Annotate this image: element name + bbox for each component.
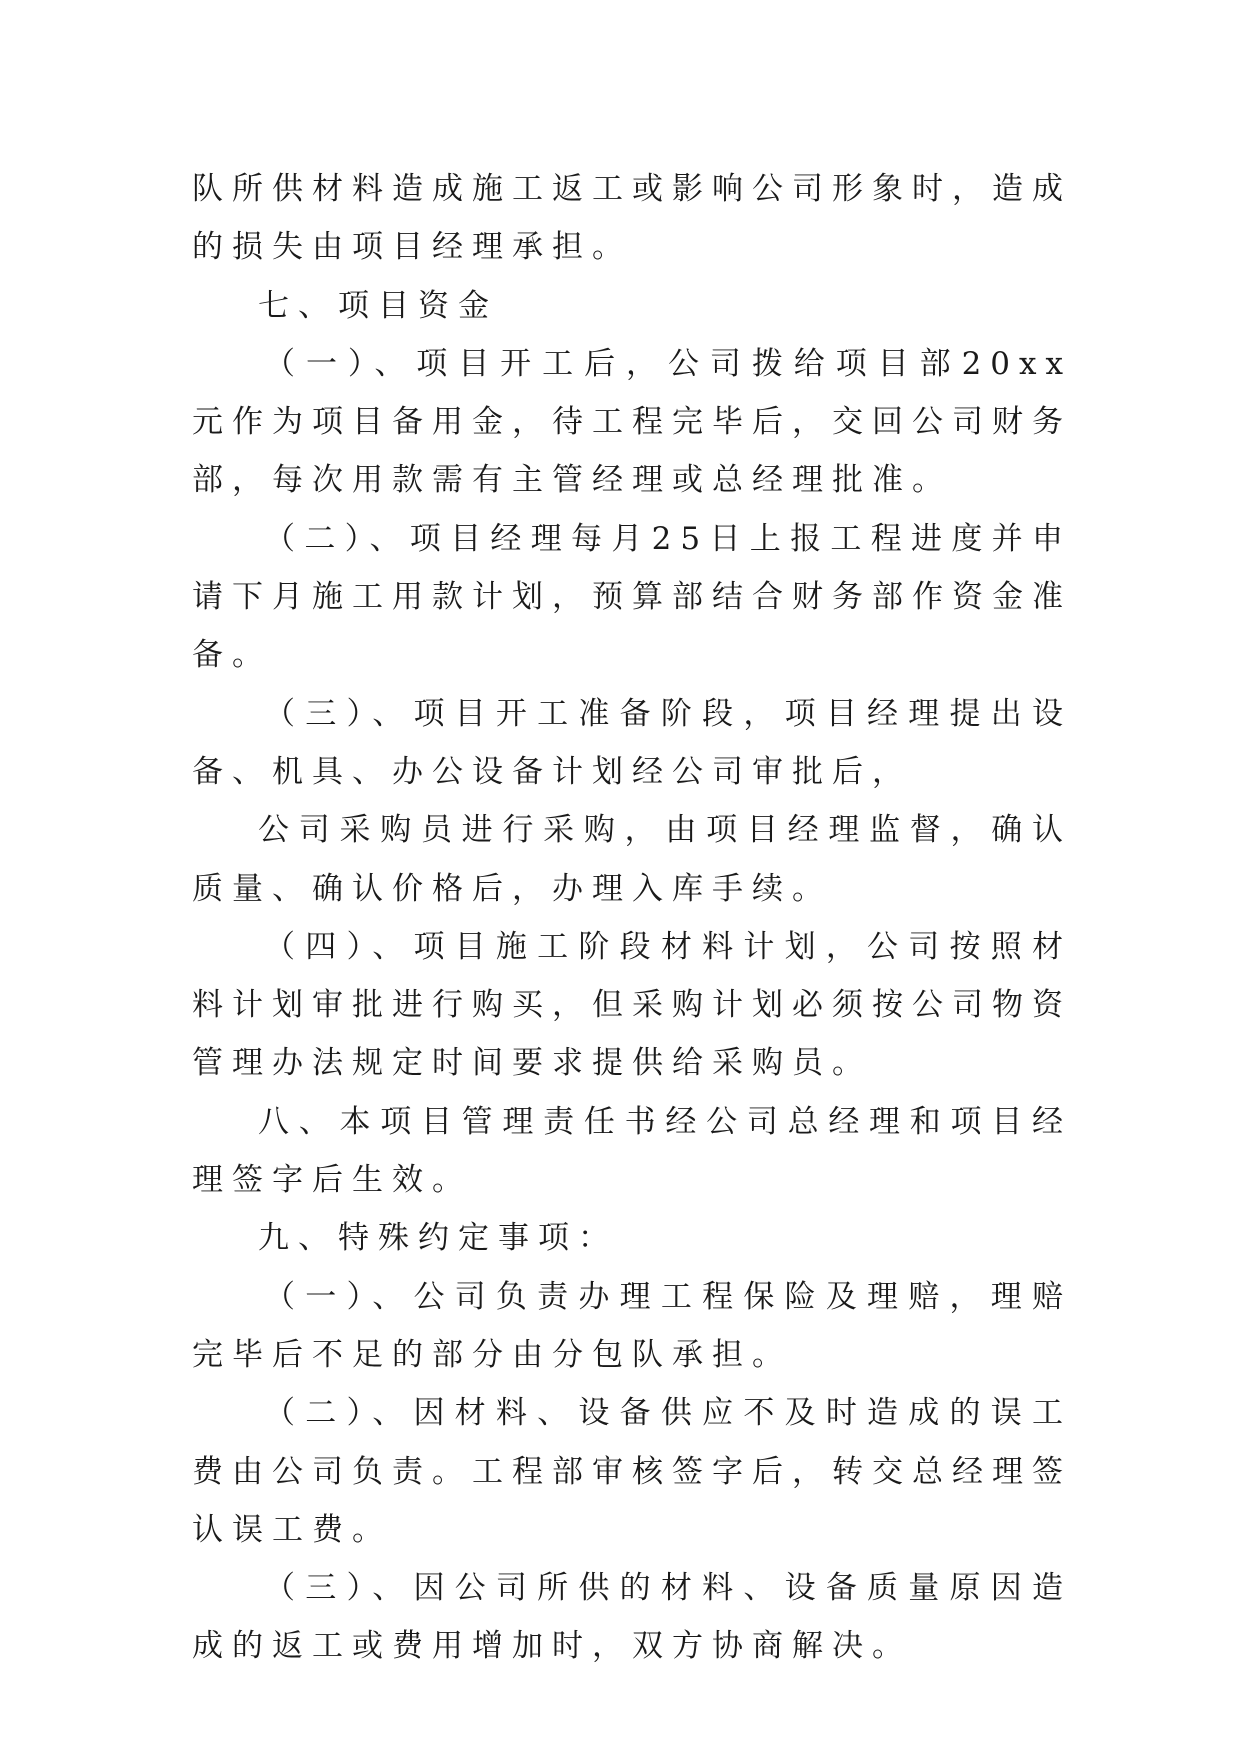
- heading-project-funds: 七、项目资金: [258, 287, 498, 324]
- paragraph-special-2: （二）、因材料、设备供应不及时造成的误工费由公司负责。工程部审核签字后，转交总经理签认误工费。: [192, 1395, 1072, 1548]
- paragraph-funds-4: （四）、项目施工阶段材料计划，公司按照材料计划审批进行购买，但采购计划必须按公司物资管理办法规定时间要求提供给采购员。: [192, 928, 1072, 1082]
- paragraph-procurement: 公司采购员进行采购，由项目经理监督，确认质量、确认价格后，办理入库手续。: [192, 812, 1072, 907]
- paragraph-effective: 八、本项目管理责任书经公司总经理和项目经理签字后生效。: [192, 1103, 1072, 1199]
- paragraph-funds-3: （三）、项目开工准备阶段，项目经理提出设备、机具、办公设备计划经公司审批后，: [192, 695, 1072, 790]
- paragraph-loss-responsibility: 队所供材料造成施工返工或影响公司形象时，造成的损失由项目经理承担。: [192, 171, 1072, 266]
- paragraph-special-3: （三）、因公司所供的材料、设备质量原因造成的返工或费用增加时，双方协商解决。: [192, 1570, 1072, 1665]
- paragraph-funds-2: （二）、项目经理每月25日上报工程进度并申请下月施工用款计划，预算部结合财务部作资金准备。: [192, 520, 1072, 674]
- heading-special-terms: 九、特殊约定事项：: [258, 1220, 618, 1257]
- paragraph-special-1: （一）、公司负责办理工程保险及理赔，理赔完毕后不足的部分由分包队承担。: [192, 1278, 1072, 1373]
- document-body: [192, 160, 1072, 1676]
- paragraph-funds-1: （一）、项目开工后，公司拨给项目部20xx元作为项目备用金，待工程完毕后，交回公司财务部，每次用款需有主管经理或总经理批准。: [192, 345, 1072, 499]
